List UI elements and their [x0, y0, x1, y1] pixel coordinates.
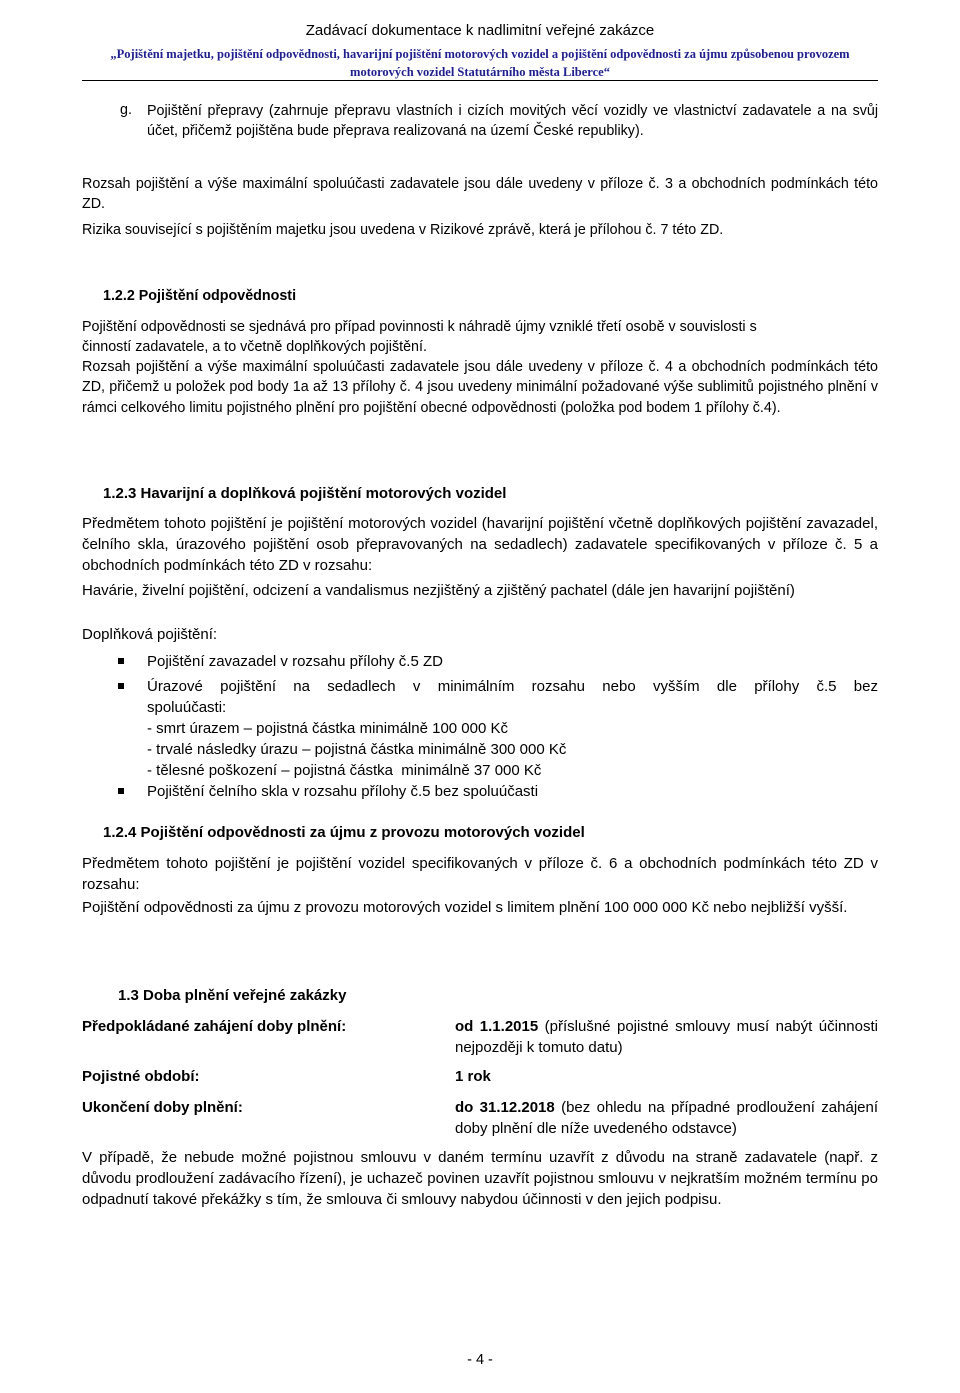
bullet-icon: [118, 683, 124, 689]
item-g-letter: g.: [120, 102, 132, 118]
item-g-text: Pojištění přepravy (zahrnuje přepravu vlastních i cizích movitých věcí vozidly ve vlastnictví zadavatele a na svůj účet, přičemž pojištěna bude přeprava realizovaná na území České republiky).: [147, 103, 878, 140]
header-subtitle: „Pojištění majetku, pojištění odpovědnosti, havarijní pojištění motorových vozidel a pojištění odpovědnosti za újmu způsobenou provozem motorových vozidel Statutárního města Liberce“: [110, 47, 850, 79]
period-label: Pojistné období:: [82, 1068, 200, 1085]
start-note: (příslušné pojistné smlouvy musí nabýt účinnosti nejpozději k tomuto datu): [455, 1018, 878, 1056]
start-label: Předpokládané zahájení doby plnění:: [82, 1018, 347, 1035]
section-123-heading: 1.2.3 Havarijní a doplňková pojištění motorových vozidel: [103, 485, 507, 502]
bullet-icon: [118, 788, 124, 794]
header-divider: [82, 80, 878, 81]
bullet-item-injury: Úrazové pojištění na sedadlech v minimálním rozsahu nebo vyšším dle přílohy č.5 bez: [147, 678, 878, 695]
section-122-p1: Pojištění odpovědnosti se sjednává pro případ povinnosti k náhradě újmy vzniklé třetí osobě v souvislosti s činností zadavatele, a to včetně doplňkových pojištění.: [82, 319, 757, 356]
bullet-item-injury-cont: spoluúčasti:: [147, 699, 227, 716]
section-124-heading: 1.2.4 Pojištění odpovědnosti za újmu z provozu motorových vozidel: [103, 824, 585, 841]
bullet-item-windshield: Pojištění čelního skla v rozsahu přílohy č.5 bez spoluúčasti: [147, 783, 539, 800]
section-122-heading: 1.2.2 Pojištění odpovědnosti: [103, 288, 297, 304]
injury-sublimit-permanent: - trvalé následky úrazu – pojistná částka minimálně 300 000 Kč: [147, 741, 567, 758]
section-13-heading: 1.3 Doba plnění veřejné zakázky: [118, 987, 347, 1004]
section-124-p2: Pojištění odpovědnosti za újmu z provozu motorových vozidel s limitem plnění 100 000 000 Kč nebo nejbližší vyšší.: [82, 899, 848, 916]
end-value: [455, 1097, 878, 1139]
end-note: (bez ohledu na případné prodloužení zahájení doby plnění dle níže uvedeného odstavce): [455, 1099, 878, 1137]
item-g-risks: Rizika související s pojištěním majetku jsou uvedena v Rizikové zprávě, která je přílohou č. 7 této ZD.: [82, 222, 724, 238]
start-date: od 1.1.2015: [455, 1018, 539, 1035]
end-date: do 31.12.2018: [455, 1099, 555, 1116]
end-label: Ukončení doby plnění:: [82, 1099, 243, 1116]
bullet-item-luggage: Pojištění zavazadel v rozsahu přílohy č.5 ZD: [147, 653, 443, 670]
start-value: [455, 1016, 878, 1058]
section-123-p1: Předmětem tohoto pojištění je pojištění motorových vozidel (havarijní pojištění včetně doplňkových pojištění zavazadel, čelního skla, úrazového pojištění osob přepravovaných na sedadlech) zadavatele specifikovaných v příloze č. 5 a obchodních podmínkách této ZD v rozsahu:: [82, 515, 878, 574]
page-number: - 4 -: [467, 1352, 493, 1368]
section-124-p1: Předmětem tohoto pojištění je pojištění vozidel specifikovaných v příloze č. 6 a obchodních podmínkách této ZD v rozsahu:: [82, 855, 878, 893]
section-123-p3: Doplňková pojištění:: [82, 626, 218, 643]
injury-sublimit-death: - smrt úrazem – pojistná částka minimálně 100 000 Kč: [147, 720, 508, 737]
section-13-final-paragraph: V případě, že nebude možné pojistnou smlouvu v daném termínu uzavřít z důvodu na straně zadavatele (např. z důvodu prodloužení zadávacího řízení), je uchazeč povinen uzavřít pojistnou smlouvu v nejkratším možném termínu po odpadnutí takové překážky s tím, že smlouva či smlouvy nabydou účinnosti v den jejich podpisu.: [82, 1149, 878, 1208]
period-value: 1 rok: [455, 1068, 491, 1085]
section-123-p2: Havárie, živelní pojištění, odcizení a vandalismus nezjištěný a zjištěný pachatel (dále jen havarijní pojištění): [82, 582, 795, 599]
injury-sublimit-bodily: - tělesné poškození – pojistná částka minimálně 37 000 Kč: [147, 762, 542, 779]
bullet-icon: [118, 658, 124, 664]
item-g-scope: Rozsah pojištění a výše maximální spoluúčasti zadavatele jsou dále uvedeny v příloze č. 3 a obchodních podmínkách této ZD.: [82, 176, 878, 213]
header-title: Zadávací dokumentace k nadlimitní veřejné zakázce: [305, 22, 655, 39]
section-122-p2: Rozsah pojištění a výše maximální spoluúčasti zadavatele jsou dále uvedeny v příloze č. 4 a obchodních podmínkách této ZD, přičemž u položek pod body 1a až 13 přílohy č. 4 jsou uvedeny minimální požadované výše sublimitů pojistného plnění v rámci celkového limitu pojistného plnění pro pojištění obecné odpovědnosti (položka pod bodem 1 přílohy č.4).: [82, 359, 878, 416]
